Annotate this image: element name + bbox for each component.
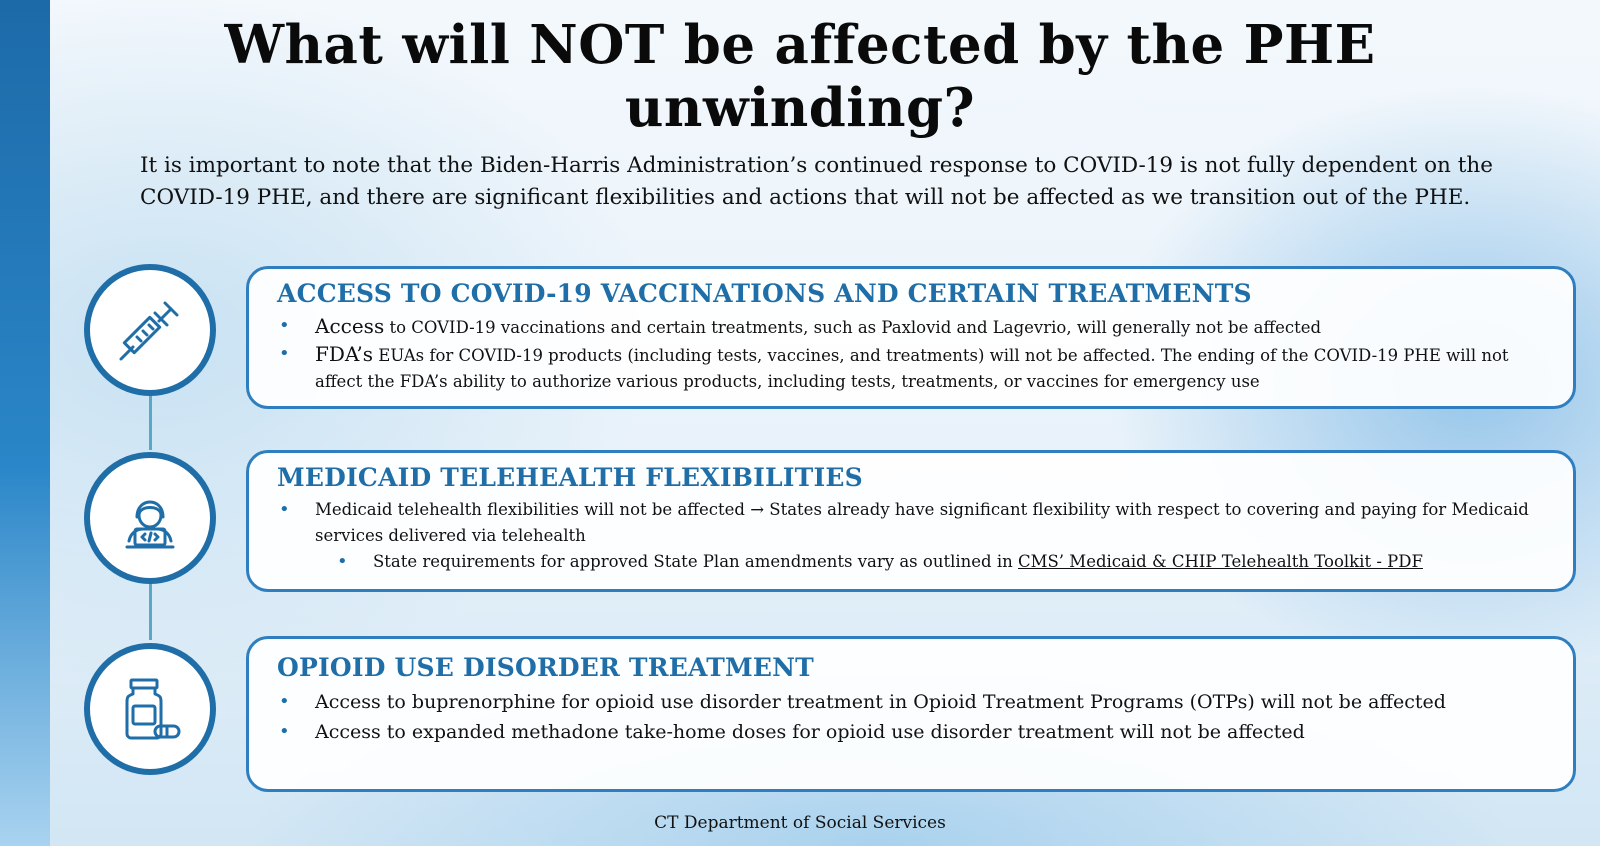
bullet-list [277,687,1553,747]
syringe-icon [115,295,185,365]
connector-line [149,580,152,640]
list-item: • Medicaid telehealth flexibilities will not be affected → States already have significant flexibility with respect to covering and paying for Medicaid services delivered via telehealth [277,497,1553,549]
list-item [277,341,1553,395]
section-heading: OPIOID USE DISORDER TREATMENT [277,653,814,682]
section-heading: MEDICAID TELEHEALTH FLEXIBILITIES [277,463,863,492]
intro-paragraph: It is important to note that the Biden-Harris Administration’s continued response to COVID-19 is not fully dependent on the COVID-19 PHE, and there are significant flexibilities and actions that will not be affected as we transition out of the PHE. [140,153,1493,210]
bullet-text: EUAs for COVID-19 products (including tests, vaccines, and treatments) will not be affected. The ending of the COVID-19 PHE will not affect the FDA’s ability to authorize various products, including tests, treatments, or vaccines for emergency use [315,346,1509,391]
bullet-text: to COVID-19 vaccinations and certain treatments, such as Paxlovid and Lagevrio, will generally not be affected [384,318,1322,337]
section-heading: ACCESS TO COVID-19 VACCINATIONS AND CERTAIN TREATMENTS [277,279,1252,308]
section-telehealth [246,450,1576,592]
sub-bullet-text: State requirements for approved State Plan amendments vary as outlined in [373,552,1018,571]
vaccine-circle [84,264,216,396]
opioid-circle [84,643,216,775]
connector-line [149,392,152,450]
medication-bottle-icon [115,674,185,744]
list-item: • Access to expanded methadone take-home doses for opioid use disorder treatment will not be affected [277,717,1553,747]
bullet-list [277,313,1553,395]
footer-text: CT Department of Social Services [654,813,946,833]
telehealth-toolkit-link[interactable]: CMS’ Medicaid & CHIP Telehealth Toolkit - PDF [1017,552,1423,571]
bullet-lead: Access [315,314,385,338]
section-vaccinations [246,266,1576,409]
page-title: What will NOT be affected by the PHE unwinding? [224,14,1376,139]
list-item [277,313,1553,341]
bullet-list [277,497,1553,575]
sub-list-item [277,549,1553,575]
section-opioid [246,636,1576,792]
telehealth-worker-icon [115,483,185,553]
bullet-lead: FDA’s [315,342,374,366]
list-item: • Access to buprenorphine for opioid use disorder treatment in Opioid Treatment Programs (OTPs) will not be affected [277,687,1553,717]
telehealth-circle [84,452,216,584]
left-accent-bar [0,0,50,846]
